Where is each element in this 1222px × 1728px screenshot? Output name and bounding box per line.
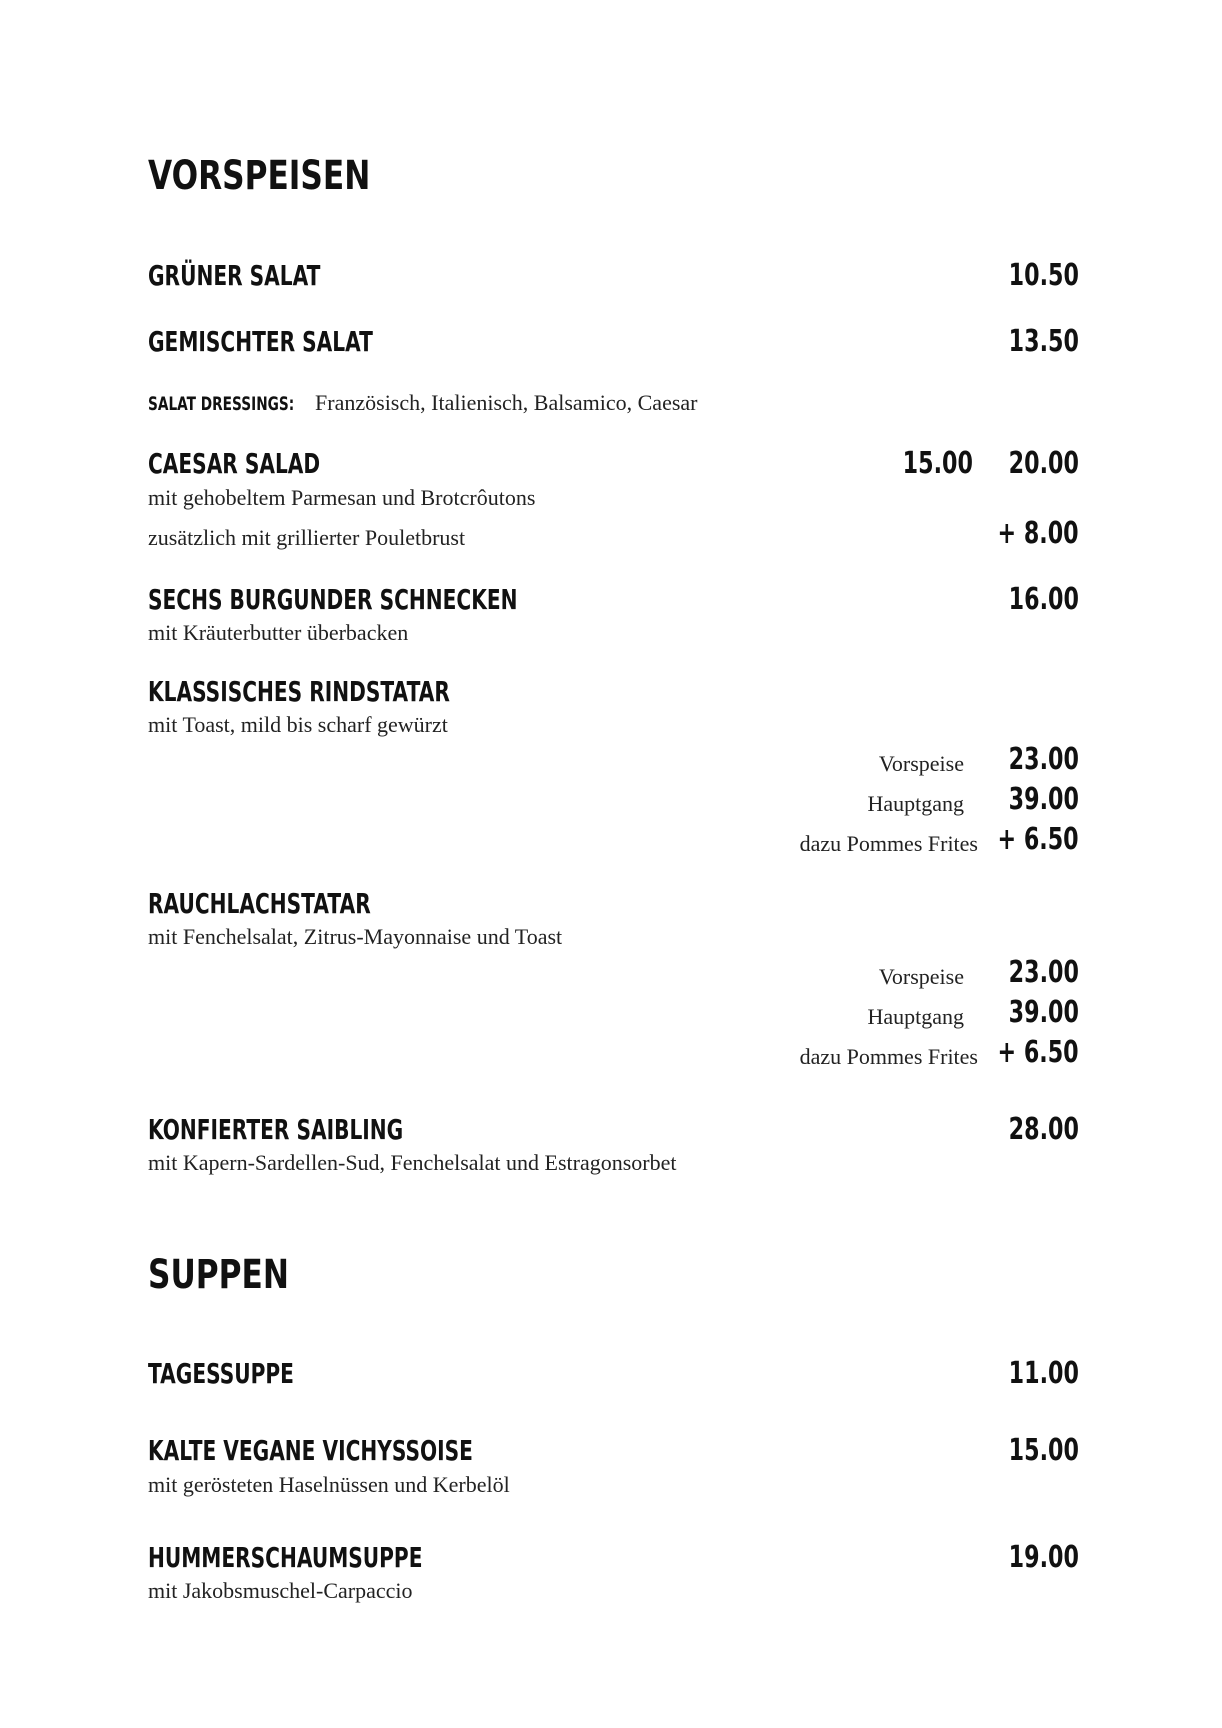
option-label-rauchlachs-pommes: dazu Pommes Frites (799, 1044, 978, 1069)
section-title-suppen: SUPPEN (148, 1252, 289, 1298)
option-price-rauchlachs-pommes: + 6.50 (997, 1035, 1079, 1070)
section-title-vorspeisen: VORSPEISEN (148, 153, 371, 199)
desc-rauchlachstatar: mit Fenchelsalat, Zitrus-Mayonnaise und Toast (148, 924, 563, 949)
item-name-hummer: HUMMERSCHAUMSUPPE (148, 1541, 423, 1574)
desc-schnecken: mit Kräuterbutter überbacken (148, 620, 409, 645)
dressings-text: Französisch, Italienisch, Balsamico, Caesar (315, 390, 698, 415)
desc-hummer: mit Jakobsmuschel-Carpaccio (148, 1578, 413, 1603)
price-gruener-salat: 10.50 (1008, 258, 1079, 293)
item-name-rindstatar: KLASSISCHES RINDSTATAR (148, 675, 450, 708)
price-gemischter-salat: 13.50 (1008, 324, 1079, 359)
item-name-gemischter-salat: GEMISCHTER SALAT (148, 325, 373, 358)
price-saibling: 28.00 (1008, 1112, 1079, 1147)
dressings-label: SALAT DRESSINGS: (148, 393, 295, 415)
price-tagessuppe: 11.00 (1008, 1356, 1079, 1391)
option-price-rindstatar-pommes: + 6.50 (997, 822, 1079, 857)
item-name-tagessuppe: TAGESSUPPE (148, 1357, 294, 1390)
item-name-schnecken: SECHS BURGUNDER SCHNECKEN (148, 583, 518, 616)
option-label-rindstatar-hauptgang: Hauptgang (867, 791, 964, 816)
option-price-rauchlachs-hauptgang: 39.00 (1008, 995, 1079, 1030)
item-name-vichyssoise: KALTE VEGANE VICHYSSOISE (148, 1434, 473, 1467)
desc-vichyssoise: mit gerösteten Haselnüssen und Kerbelöl (148, 1472, 510, 1497)
price-schnecken: 16.00 (1008, 582, 1079, 617)
option-price-rauchlachs-vorspeise: 23.00 (1008, 955, 1079, 990)
salad-dressings-line (148, 392, 698, 414)
option-price-rindstatar-hauptgang: 39.00 (1008, 782, 1079, 817)
desc-caesar-salad: mit gehobeltem Parmesan und Brotcrôutons (148, 485, 536, 510)
price-caesar-salad-large: 20.00 (1008, 446, 1079, 481)
item-name-gruener-salat: GRÜNER SALAT (148, 259, 321, 292)
desc-rindstatar: mit Toast, mild bis scharf gewürzt (148, 712, 448, 737)
price-hummer: 19.00 (1008, 1540, 1079, 1575)
option-label-rauchlachs-vorspeise: Vorspeise (878, 964, 964, 989)
desc-saibling: mit Kapern-Sardellen-Sud, Fenchelsalat und Estragonsorbet (148, 1150, 677, 1175)
item-name-saibling: KONFIERTER SAIBLING (148, 1113, 404, 1146)
item-name-rauchlachstatar: RAUCHLACHSTATAR (148, 887, 371, 920)
desc-caesar-extra: zusätzlich mit grillierter Pouletbrust (148, 525, 466, 550)
price-vichyssoise: 15.00 (1008, 1433, 1079, 1468)
option-label-rauchlachs-hauptgang: Hauptgang (867, 1004, 964, 1029)
option-label-rindstatar-pommes: dazu Pommes Frites (799, 831, 978, 856)
option-label-rindstatar-vorspeise: Vorspeise (878, 751, 964, 776)
item-name-caesar-salad: CAESAR SALAD (148, 447, 321, 480)
price-caesar-extra: + 8.00 (997, 516, 1079, 551)
option-price-rindstatar-vorspeise: 23.00 (1008, 742, 1079, 777)
price-caesar-salad-small: 15.00 (902, 446, 973, 481)
